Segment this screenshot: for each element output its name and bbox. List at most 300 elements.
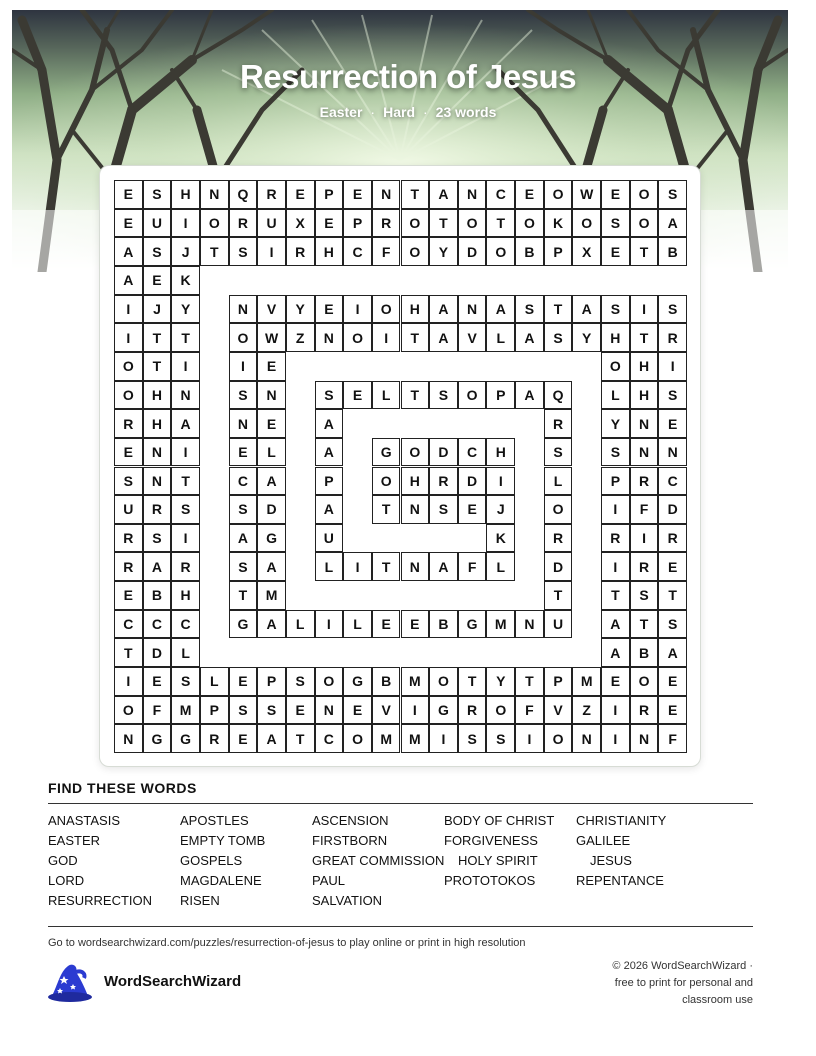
grid-cell[interactable]: E [343,381,372,410]
grid-cell[interactable]: D [544,552,573,581]
grid-cell[interactable]: M [171,696,200,725]
grid-cell[interactable]: T [372,552,401,581]
grid-cell[interactable]: E [114,581,143,610]
grid-cell[interactable]: G [429,696,458,725]
grid-cell[interactable]: E [229,724,258,753]
grid-cell[interactable]: S [143,180,172,209]
grid-cell[interactable]: U [143,209,172,238]
grid-cell[interactable]: T [143,323,172,352]
grid-cell[interactable]: O [343,323,372,352]
grid-cell[interactable]: J [143,295,172,324]
grid-cell[interactable]: S [171,495,200,524]
grid-cell[interactable]: E [401,610,430,639]
grid-cell[interactable]: A [572,295,601,324]
grid-cell[interactable]: I [429,724,458,753]
grid-cell[interactable]: R [601,524,630,553]
grid-cell[interactable]: N [658,438,687,467]
grid-cell[interactable]: F [143,696,172,725]
grid-cell[interactable]: C [458,438,487,467]
grid-cell[interactable]: W [572,180,601,209]
grid-cell[interactable]: J [486,495,515,524]
grid-cell[interactable]: S [429,381,458,410]
grid-cell[interactable]: U [114,495,143,524]
grid-cell[interactable]: H [401,295,430,324]
grid-cell[interactable]: X [572,237,601,266]
grid-cell[interactable]: S [229,381,258,410]
grid-cell[interactable]: V [257,295,286,324]
grid-cell[interactable]: C [143,610,172,639]
grid-cell[interactable]: O [429,667,458,696]
grid-cell[interactable]: T [143,352,172,381]
grid-cell[interactable]: X [286,209,315,238]
grid-cell[interactable]: L [286,610,315,639]
grid-cell[interactable]: E [658,696,687,725]
grid-cell[interactable]: B [429,610,458,639]
grid-cell[interactable]: O [544,180,573,209]
grid-cell[interactable]: R [429,467,458,496]
grid-cell[interactable]: S [630,581,659,610]
grid-cell[interactable]: P [544,667,573,696]
grid-cell[interactable]: E [601,180,630,209]
grid-cell[interactable]: M [486,610,515,639]
grid-cell[interactable]: S [286,667,315,696]
grid-cell[interactable]: Y [572,323,601,352]
grid-cell[interactable]: K [486,524,515,553]
grid-cell[interactable]: A [114,266,143,295]
grid-cell[interactable]: R [143,495,172,524]
grid-cell[interactable]: V [372,696,401,725]
grid-cell[interactable]: A [315,438,344,467]
grid-cell[interactable]: R [658,323,687,352]
grid-cell[interactable]: H [486,438,515,467]
grid-cell[interactable]: I [171,209,200,238]
grid-cell[interactable]: D [257,495,286,524]
grid-cell[interactable]: I [171,524,200,553]
grid-cell[interactable]: E [515,180,544,209]
grid-cell[interactable]: M [572,667,601,696]
grid-cell[interactable]: T [630,237,659,266]
grid-cell[interactable]: Y [486,667,515,696]
grid-cell[interactable]: T [630,610,659,639]
grid-cell[interactable]: T [171,323,200,352]
grid-cell[interactable]: A [257,552,286,581]
grid-cell[interactable]: E [229,438,258,467]
grid-cell[interactable]: T [401,180,430,209]
grid-cell[interactable]: T [229,581,258,610]
grid-cell[interactable]: S [658,295,687,324]
grid-cell[interactable]: I [630,524,659,553]
grid-cell[interactable]: O [486,237,515,266]
grid-cell[interactable]: A [486,295,515,324]
grid-cell[interactable]: N [257,381,286,410]
grid-cell[interactable]: A [658,209,687,238]
grid-cell[interactable]: C [658,467,687,496]
grid-cell[interactable]: T [458,667,487,696]
grid-cell[interactable]: L [257,438,286,467]
grid-cell[interactable]: P [486,381,515,410]
grid-cell[interactable]: S [315,381,344,410]
grid-cell[interactable]: R [114,409,143,438]
grid-cell[interactable]: C [315,724,344,753]
grid-cell[interactable]: T [601,581,630,610]
grid-cell[interactable]: S [515,295,544,324]
grid-cell[interactable]: A [429,552,458,581]
grid-cell[interactable]: A [601,638,630,667]
grid-cell[interactable]: R [257,180,286,209]
grid-cell[interactable]: O [458,209,487,238]
grid-cell[interactable]: S [143,524,172,553]
grid-cell[interactable]: R [372,209,401,238]
grid-cell[interactable]: E [257,409,286,438]
grid-cell[interactable]: H [171,581,200,610]
grid-cell[interactable]: G [171,724,200,753]
grid-cell[interactable]: O [315,667,344,696]
grid-cell[interactable]: R [286,237,315,266]
grid-cell[interactable]: I [114,295,143,324]
grid-cell[interactable]: I [343,295,372,324]
grid-cell[interactable]: E [372,610,401,639]
grid-cell[interactable]: O [401,237,430,266]
grid-cell[interactable]: D [429,438,458,467]
grid-cell[interactable]: C [486,180,515,209]
grid-cell[interactable]: I [401,696,430,725]
grid-cell[interactable]: A [429,180,458,209]
grid-cell[interactable]: P [200,696,229,725]
grid-cell[interactable]: N [458,180,487,209]
grid-cell[interactable]: N [572,724,601,753]
grid-cell[interactable]: O [544,724,573,753]
grid-cell[interactable]: N [372,180,401,209]
grid-cell[interactable]: E [286,696,315,725]
grid-cell[interactable]: L [171,638,200,667]
grid-cell[interactable]: F [372,237,401,266]
grid-cell[interactable]: S [544,438,573,467]
grid-cell[interactable]: H [171,180,200,209]
grid-cell[interactable]: E [315,295,344,324]
grid-cell[interactable]: A [658,638,687,667]
grid-cell[interactable]: S [601,438,630,467]
grid-cell[interactable]: R [544,409,573,438]
grid-cell[interactable]: T [429,209,458,238]
grid-cell[interactable]: K [544,209,573,238]
grid-cell[interactable]: L [372,381,401,410]
grid-cell[interactable]: Q [229,180,258,209]
grid-cell[interactable]: I [601,724,630,753]
grid-cell[interactable]: N [171,381,200,410]
grid-cell[interactable]: R [171,552,200,581]
grid-cell[interactable]: B [143,581,172,610]
grid-cell[interactable]: N [630,438,659,467]
grid-cell[interactable]: I [171,352,200,381]
grid-cell[interactable]: R [630,467,659,496]
grid-cell[interactable]: T [515,667,544,696]
grid-cell[interactable]: N [143,438,172,467]
grid-cell[interactable]: N [229,409,258,438]
grid-cell[interactable]: I [257,237,286,266]
grid-cell[interactable]: O [630,180,659,209]
grid-cell[interactable]: E [286,180,315,209]
grid-cell[interactable]: G [229,610,258,639]
grid-cell[interactable]: O [601,352,630,381]
grid-cell[interactable]: O [114,696,143,725]
grid-cell[interactable]: A [429,323,458,352]
grid-cell[interactable]: P [343,209,372,238]
grid-cell[interactable]: M [401,724,430,753]
grid-cell[interactable]: T [630,323,659,352]
grid-cell[interactable]: N [315,323,344,352]
grid-cell[interactable]: M [401,667,430,696]
footer-link[interactable]: Go to wordsearchwizard.com/puzzles/resurrection-of-jesus to play online or print in high resolution [48,937,526,949]
grid-cell[interactable]: H [630,381,659,410]
grid-cell[interactable]: C [171,610,200,639]
grid-cell[interactable]: I [315,610,344,639]
grid-cell[interactable]: F [458,552,487,581]
grid-cell[interactable]: K [171,266,200,295]
grid-cell[interactable]: T [544,295,573,324]
grid-cell[interactable]: N [229,295,258,324]
grid-cell[interactable]: O [515,209,544,238]
grid-cell[interactable]: G [372,438,401,467]
grid-cell[interactable]: O [630,209,659,238]
grid-cell[interactable]: N [200,180,229,209]
grid-cell[interactable]: I [372,323,401,352]
grid-cell[interactable]: Y [601,409,630,438]
grid-cell[interactable]: O [401,209,430,238]
grid-cell[interactable]: I [114,323,143,352]
grid-cell[interactable]: E [315,209,344,238]
grid-cell[interactable]: A [315,495,344,524]
grid-cell[interactable]: U [315,524,344,553]
grid-cell[interactable]: T [114,638,143,667]
grid-cell[interactable]: G [257,524,286,553]
grid-cell[interactable]: C [229,467,258,496]
grid-cell[interactable]: Y [286,295,315,324]
grid-cell[interactable]: E [143,667,172,696]
grid-cell[interactable]: A [114,237,143,266]
grid-cell[interactable]: O [114,352,143,381]
grid-cell[interactable]: O [630,667,659,696]
grid-cell[interactable]: D [143,638,172,667]
grid-cell[interactable]: Q [544,381,573,410]
grid-cell[interactable]: J [171,237,200,266]
grid-cell[interactable]: O [544,495,573,524]
grid-cell[interactable]: T [372,495,401,524]
grid-cell[interactable]: B [658,237,687,266]
grid-cell[interactable]: T [171,467,200,496]
grid-cell[interactable]: E [458,495,487,524]
grid-cell[interactable]: F [658,724,687,753]
grid-cell[interactable]: S [544,323,573,352]
grid-cell[interactable]: I [630,295,659,324]
grid-cell[interactable]: T [544,581,573,610]
grid-cell[interactable]: O [372,295,401,324]
grid-cell[interactable]: P [544,237,573,266]
grid-cell[interactable]: L [486,552,515,581]
grid-cell[interactable]: P [315,180,344,209]
grid-cell[interactable]: I [658,352,687,381]
grid-cell[interactable]: D [458,467,487,496]
grid-cell[interactable]: I [601,495,630,524]
grid-cell[interactable]: U [257,209,286,238]
grid-cell[interactable]: S [658,381,687,410]
grid-cell[interactable]: L [343,610,372,639]
grid-cell[interactable]: E [114,209,143,238]
grid-cell[interactable]: V [544,696,573,725]
grid-cell[interactable]: G [458,610,487,639]
grid-cell[interactable]: L [601,381,630,410]
grid-cell[interactable]: D [458,237,487,266]
grid-cell[interactable]: I [171,438,200,467]
grid-cell[interactable]: N [401,495,430,524]
grid-cell[interactable]: A [429,295,458,324]
grid-cell[interactable]: S [143,237,172,266]
grid-cell[interactable]: O [372,467,401,496]
grid-cell[interactable]: N [515,610,544,639]
grid-cell[interactable]: N [458,295,487,324]
grid-cell[interactable]: S [229,237,258,266]
grid-cell[interactable]: T [401,323,430,352]
grid-cell[interactable]: E [114,180,143,209]
grid-cell[interactable]: Z [286,323,315,352]
grid-cell[interactable]: S [658,180,687,209]
grid-cell[interactable]: T [286,724,315,753]
grid-cell[interactable]: R [114,552,143,581]
grid-cell[interactable]: I [343,552,372,581]
grid-cell[interactable]: Y [429,237,458,266]
grid-cell[interactable]: N [143,467,172,496]
grid-cell[interactable]: U [544,610,573,639]
grid-cell[interactable]: T [486,209,515,238]
grid-cell[interactable]: O [114,381,143,410]
grid-cell[interactable]: T [658,581,687,610]
grid-cell[interactable]: T [401,381,430,410]
grid-cell[interactable]: R [658,524,687,553]
grid-cell[interactable]: A [257,724,286,753]
grid-cell[interactable]: A [257,467,286,496]
grid-cell[interactable]: B [630,638,659,667]
grid-cell[interactable]: S [658,610,687,639]
grid-cell[interactable]: H [401,467,430,496]
grid-cell[interactable]: R [458,696,487,725]
grid-cell[interactable]: O [458,381,487,410]
grid-cell[interactable]: N [630,409,659,438]
grid-cell[interactable]: G [143,724,172,753]
grid-cell[interactable]: N [630,724,659,753]
grid-cell[interactable]: S [229,552,258,581]
grid-cell[interactable]: F [515,696,544,725]
grid-cell[interactable]: I [114,667,143,696]
grid-cell[interactable]: H [601,323,630,352]
grid-cell[interactable]: E [601,237,630,266]
grid-cell[interactable]: E [343,696,372,725]
grid-cell[interactable]: H [315,237,344,266]
grid-cell[interactable]: E [143,266,172,295]
grid-cell[interactable]: I [601,552,630,581]
grid-cell[interactable]: H [143,381,172,410]
grid-cell[interactable]: N [315,696,344,725]
grid-cell[interactable]: N [401,552,430,581]
grid-cell[interactable]: O [229,323,258,352]
grid-cell[interactable]: H [630,352,659,381]
grid-cell[interactable]: E [658,552,687,581]
grid-cell[interactable]: A [229,524,258,553]
grid-cell[interactable]: F [630,495,659,524]
grid-cell[interactable]: G [343,667,372,696]
grid-cell[interactable]: E [601,667,630,696]
grid-cell[interactable]: A [143,552,172,581]
letter-grid[interactable] [114,180,687,753]
grid-cell[interactable]: L [544,467,573,496]
grid-cell[interactable]: L [200,667,229,696]
grid-cell[interactable]: R [229,209,258,238]
grid-cell[interactable]: S [486,724,515,753]
grid-cell[interactable]: M [372,724,401,753]
grid-cell[interactable]: S [229,495,258,524]
grid-cell[interactable]: R [114,524,143,553]
grid-cell[interactable]: R [544,524,573,553]
grid-cell[interactable]: O [343,724,372,753]
grid-cell[interactable]: C [343,237,372,266]
grid-cell[interactable]: E [114,438,143,467]
grid-cell[interactable]: A [257,610,286,639]
grid-cell[interactable]: C [114,610,143,639]
grid-cell[interactable]: R [200,724,229,753]
grid-cell[interactable]: S [171,667,200,696]
grid-cell[interactable]: Z [572,696,601,725]
grid-cell[interactable]: A [315,409,344,438]
grid-cell[interactable]: Y [171,295,200,324]
grid-cell[interactable]: T [200,237,229,266]
grid-cell[interactable]: B [372,667,401,696]
grid-cell[interactable]: E [229,667,258,696]
grid-cell[interactable]: L [315,552,344,581]
grid-cell[interactable]: E [343,180,372,209]
grid-cell[interactable]: L [486,323,515,352]
grid-cell[interactable]: P [601,467,630,496]
grid-cell[interactable]: A [515,323,544,352]
grid-cell[interactable]: E [658,409,687,438]
grid-cell[interactable]: H [143,409,172,438]
grid-cell[interactable]: R [630,552,659,581]
grid-cell[interactable]: D [658,495,687,524]
grid-cell[interactable]: A [171,409,200,438]
grid-cell[interactable]: B [515,237,544,266]
grid-cell[interactable]: S [429,495,458,524]
grid-cell[interactable]: O [200,209,229,238]
grid-cell[interactable]: O [486,696,515,725]
grid-cell[interactable]: E [257,352,286,381]
grid-cell[interactable]: I [229,352,258,381]
grid-cell[interactable]: O [572,209,601,238]
grid-cell[interactable]: W [257,323,286,352]
grid-cell[interactable]: M [257,581,286,610]
grid-cell[interactable]: S [601,209,630,238]
grid-cell[interactable]: I [515,724,544,753]
grid-cell[interactable]: I [486,467,515,496]
grid-cell[interactable]: S [458,724,487,753]
grid-cell[interactable]: E [658,667,687,696]
grid-cell[interactable]: V [458,323,487,352]
grid-cell[interactable]: A [601,610,630,639]
grid-cell[interactable]: P [315,467,344,496]
grid-cell[interactable]: N [114,724,143,753]
grid-cell[interactable]: P [257,667,286,696]
grid-cell[interactable]: O [401,438,430,467]
grid-cell[interactable]: S [229,696,258,725]
grid-cell[interactable]: A [515,381,544,410]
grid-cell[interactable]: S [601,295,630,324]
grid-cell[interactable]: I [601,696,630,725]
